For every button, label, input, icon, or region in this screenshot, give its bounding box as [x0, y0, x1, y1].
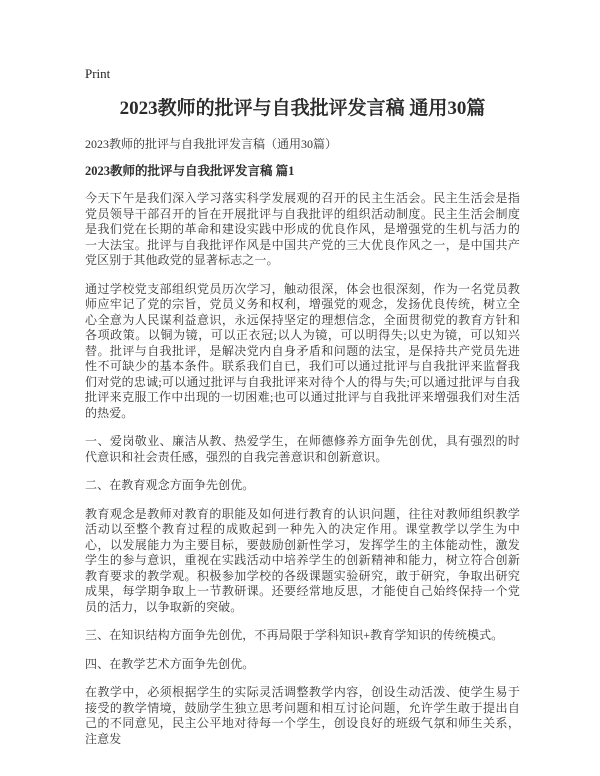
- section-heading: 2023教师的批评与自我批评发言稿 篇1: [85, 164, 295, 178]
- paragraph-point-2: 二、在教育观念方面争先创优。: [85, 478, 255, 492]
- paragraph-study-reflection: 通过学校党支部组织党员历次学习，触动很深，体会也很深刻，作为一名党员教师应牢记了党的宗旨，党员义务和权利，增强党的观念，发扬优良传统，树立全心全意为人民谋利益意识，永远保持坚定的理想信念，全面贯彻党的教育方针和各项政策。以铜为镜，可以正衣冠;以人为镜，可以明得失;以史为镜，可以知兴替。批评与自我批评，是解决党内自身矛盾和问题的法宝，是保持共产党员先进性不可缺少的基本条件。联系我们自已，我们可以通过批评与自我批评来监督我们对党的忠诚;可以通过批评与自我批评来对待个人的得与失;可以通过批评与自我批评来克服工作中出现的一切困难;也可以通过批评与自我批评来增强我们对生活的热爱。: [85, 281, 520, 420]
- print-link[interactable]: Print: [85, 66, 111, 81]
- paragraph-point-1: 一、爱岗敬业、廉洁从教、热爱学生，在师德修养方面争先创优，具有强烈的时代意识和社会责任感，强烈的自我完善意识和创新意识。: [85, 434, 520, 464]
- document-body: [85, 191, 520, 747]
- paragraph-point-3: 三、在知识结构方面争先创优，不再局限于学科知识+教育学知识的传统模式。: [85, 628, 504, 642]
- document-subtitle: 2023教师的批评与自我批评发言稿（通用30篇）: [85, 137, 338, 151]
- paragraph-intro: 今天下午是我们深入学习落实科学发展观的召开的民主生活会。民主生活会是指党员领导干部召开的旨在开展批评与自我批评的组织活动制度。民主生活会制度是我们党在长期的革命和建设实践中形成的优良作风，是增强党的生机与活力的一大法宝。批评与自我批评作风是中国共产党的三大优良作风之一，是中国共产党区别于其他政党的显著标志之一。: [85, 191, 520, 267]
- paragraph-point-4: 四、在教学艺术方面争先创优。: [85, 656, 255, 671]
- document-title: 2023教师的批评与自我批评发言稿 通用30篇: [119, 98, 486, 119]
- paragraph-teaching-art: 在教学中，必须根据学生的实际灵活调整教学内容，创设生动活泼、使学生易于接受的教学情境，鼓励学生独立思考问题和相互讨论问题，允许学生敢于提出自己的不同意见，民主公平地对待每一个学生，创设良好的班级气氛和师生关系，注意发: [85, 685, 520, 746]
- paragraph-education-concept: 教育观念是教师对教育的职能及如何进行教育的认识问题，往往对教师组织教学活动以至整个教育过程的成败起到一种先入的决定作用。课堂教学以学生为中心，以发展能力为主要目标，要鼓励创新性学习，发挥学生的主体能动性，激发学生的参与意识，重视在实践活动中培养学生的创新精神和能力，树立符合创新教育要求的教学观。积极参加学校的各级课题实验研究，敢于研究，争取出研究成果，每学期争取上一节教研课。还要经常地反思，才能使自己始终保持一个党员的活力，以争取新的突破。: [85, 506, 520, 614]
